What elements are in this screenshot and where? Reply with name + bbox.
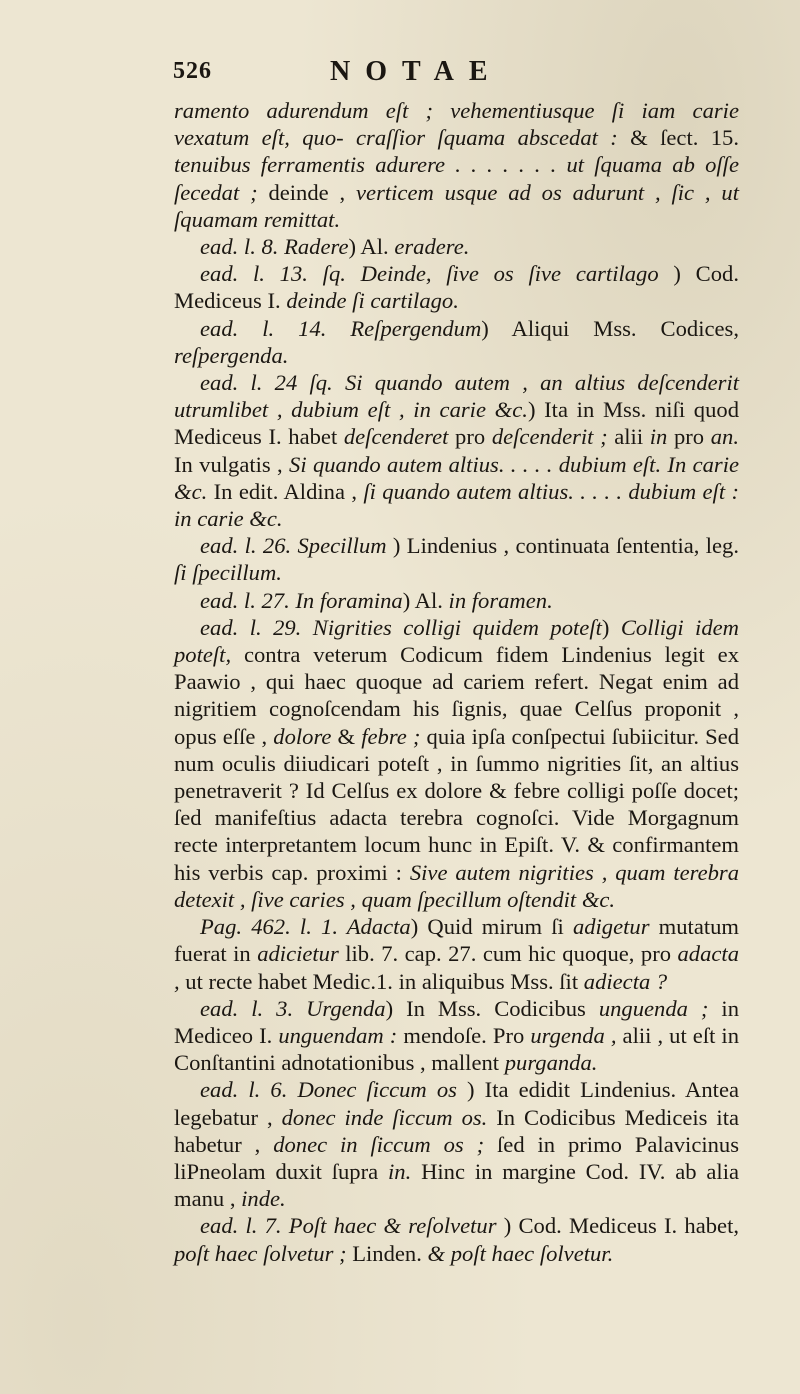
italic-text: in foramen.: [448, 587, 553, 613]
roman-text: pro: [448, 424, 492, 450]
note-paragraph: [174, 1212, 739, 1266]
italic-text: donec in ſiccum os ;: [273, 1131, 485, 1157]
roman-text: ) Al.: [348, 234, 395, 260]
page-header: [0, 58, 800, 98]
roman-text: ) Aliqui Mss. Codices,: [481, 315, 739, 341]
italic-text: reſpergenda.: [174, 342, 289, 368]
roman-text: quia ipſa conſpectui ſubiicitur. Sed num oculis diiudicari poteſt , in ſummo nigrities ſit, an altius penetraverit ? Id Celſus ex dolore & febre colligi poſſe docet; ſed manifeſtius adacta terebra cognoſci. Vide Morgagnum recte interpretantem locum hunc in Epiſt. V. & confirmantem his verbis cap. proximi :: [174, 723, 740, 885]
italic-text: adicietur: [257, 941, 339, 967]
italic-text: ead. l. 29. Nigrities colligi quidem poteſt: [200, 614, 602, 640]
italic-text: Si quando autem altius. . . . . dubium eſt. In carie &c.: [174, 451, 740, 504]
italic-text: an.: [710, 424, 739, 450]
note-paragraph: [174, 995, 739, 1077]
italic-text: ead. l. 3. Urgenda: [200, 995, 386, 1021]
roman-text: & ſect. 15.: [617, 125, 740, 151]
italic-text: ſi quando autem altius. . . . . dubium eſt : in carie &c.: [174, 478, 739, 532]
roman-text: &: [331, 723, 362, 749]
italic-text: febre ;: [361, 723, 421, 749]
roman-text: in Mediceo I.: [174, 995, 739, 1048]
italic-text: tenuibus ferramentis adurere . . . . . . . ut ſquama ab oſſe ſecedat ;: [174, 152, 739, 205]
roman-text: mendoſe. Pro: [397, 1022, 531, 1048]
roman-text: deinde ,: [257, 179, 357, 205]
notes-body: [174, 97, 739, 1267]
italic-text: purganda.: [504, 1050, 598, 1076]
roman-text: ) Cod. Mediceus I. habet,: [496, 1213, 739, 1239]
italic-text: deſcenderit ;: [491, 424, 608, 450]
italic-text: ead. l. 14. Reſpergendum: [200, 315, 482, 341]
roman-text: alii , ut eſt in Conſtantini adnotationibus , mallent: [174, 1022, 739, 1076]
roman-text: ) Lindenius , continuata ſententia, leg.: [386, 533, 739, 559]
roman-text: Linden.: [346, 1240, 428, 1266]
italic-text: ead. l. 8. Radere: [200, 234, 349, 260]
italic-text: ramento adurendum eſt ; vehementiusque ſi iam carie vexatum eſt, quo- craſſior ſquama abscedat :: [174, 98, 739, 151]
continued-note: [174, 97, 739, 233]
note-paragraph: [174, 315, 739, 369]
roman-text: mutatum fuerat in: [174, 914, 740, 967]
italic-text: verticem usque ad os adurunt , ſic , ut ſquamam remittat.: [174, 179, 739, 232]
italic-text: ead. l. 27. In foramina: [200, 587, 403, 613]
italic-text: ead. l. 7. Poſt haec & reſolvetur: [200, 1213, 497, 1239]
italic-text: ead. l. 26. Specillum: [200, 533, 387, 559]
roman-text: ) Al.: [402, 587, 449, 613]
italic-text: Colligi idem poteſt,: [174, 614, 739, 668]
italic-text: ſi ſpecillum.: [174, 560, 282, 586]
italic-text: inde.: [241, 1186, 286, 1212]
italic-text: deſcenderet: [343, 424, 449, 450]
roman-text: ): [601, 614, 621, 640]
roman-text: In edit. Aldina ,: [207, 478, 364, 504]
italic-text: eradere.: [394, 234, 470, 260]
italic-text: in: [649, 424, 668, 450]
italic-text: adigetur: [572, 914, 650, 940]
roman-text: In Codicibus Mediceis ita habetur ,: [174, 1104, 739, 1157]
roman-text: Hinc in margine Cod. IV. ab alia manu ,: [174, 1158, 739, 1212]
italic-text: poſt haec ſolvetur ;: [174, 1240, 347, 1266]
roman-text: pro: [667, 424, 711, 450]
italic-text: ead. l. 6. Donec ſiccum os: [200, 1077, 457, 1103]
roman-text: ſed in primo Palavicinus liPneolam duxit ſupra: [174, 1131, 740, 1184]
italic-text: ead. l. 13. ſq. Deinde, ſive os ſive cartilago: [200, 261, 659, 287]
italic-text: urgenda ,: [530, 1022, 617, 1048]
roman-text: lib. 7. cap. 27. cum hic quoque, pro: [338, 941, 678, 967]
note-paragraph: [174, 233, 739, 260]
italic-text: unguendam :: [278, 1022, 398, 1048]
note-paragraph: [174, 532, 739, 586]
roman-text: In vulgatis ,: [174, 451, 290, 477]
italic-text: in.: [388, 1158, 412, 1184]
italic-text: Sive autem nigrities , quam terebra detexit , ſive caries , quam ſpecillum oſtendit &c.: [174, 859, 739, 912]
italic-text: dolore: [273, 723, 332, 749]
italic-text: ead. l. 24 ſq. Si quando autem , an altius deſcenderit utrumlibet , dubium eſt , in carie &c.: [174, 370, 739, 423]
italic-text: adacta ,: [174, 941, 739, 994]
italic-text: unguenda ;: [598, 995, 709, 1021]
note-paragraph: [174, 369, 739, 532]
page-number: 526: [173, 58, 212, 84]
note-paragraph: [174, 913, 739, 995]
roman-text: alii: [607, 424, 650, 450]
roman-text: ) In Mss. Codicibus: [385, 995, 599, 1021]
roman-text: contra veterum Codicum fidem Lindenius legit ex Paawio , qui haec quoque ad cariem refert. Negat enim ad nigritiem cognoſcendam his ſignis, quae Celſus proponit , opus eſſe ,: [174, 642, 739, 749]
note-paragraph: [174, 614, 739, 913]
italic-text: Pag. 462. l. 1. Adacta: [200, 914, 411, 940]
italic-text: deinde ſi cartilago.: [286, 288, 459, 314]
italic-text: donec inde ſiccum os.: [281, 1104, 488, 1130]
italic-text: adiecta ?: [583, 968, 668, 994]
running-head: NOTAE: [330, 56, 503, 87]
note-paragraph: [174, 1076, 739, 1212]
note-paragraph: [174, 587, 739, 614]
roman-text: ut recte habet Medic.1. in aliquibus Mss. ſit: [179, 968, 584, 994]
note-paragraph: [174, 260, 739, 314]
roman-text: ) Ita in Mss. niſi quod Mediceus I. habet: [174, 397, 739, 450]
italic-text: & poſt haec ſolvetur.: [427, 1240, 614, 1266]
roman-text: ) Quid mirum ſi: [410, 914, 573, 940]
roman-text: ) Cod. Mediceus I.: [174, 261, 739, 314]
roman-text: ) Ita edidit Lindenius. Antea legebatur ,: [174, 1077, 739, 1130]
